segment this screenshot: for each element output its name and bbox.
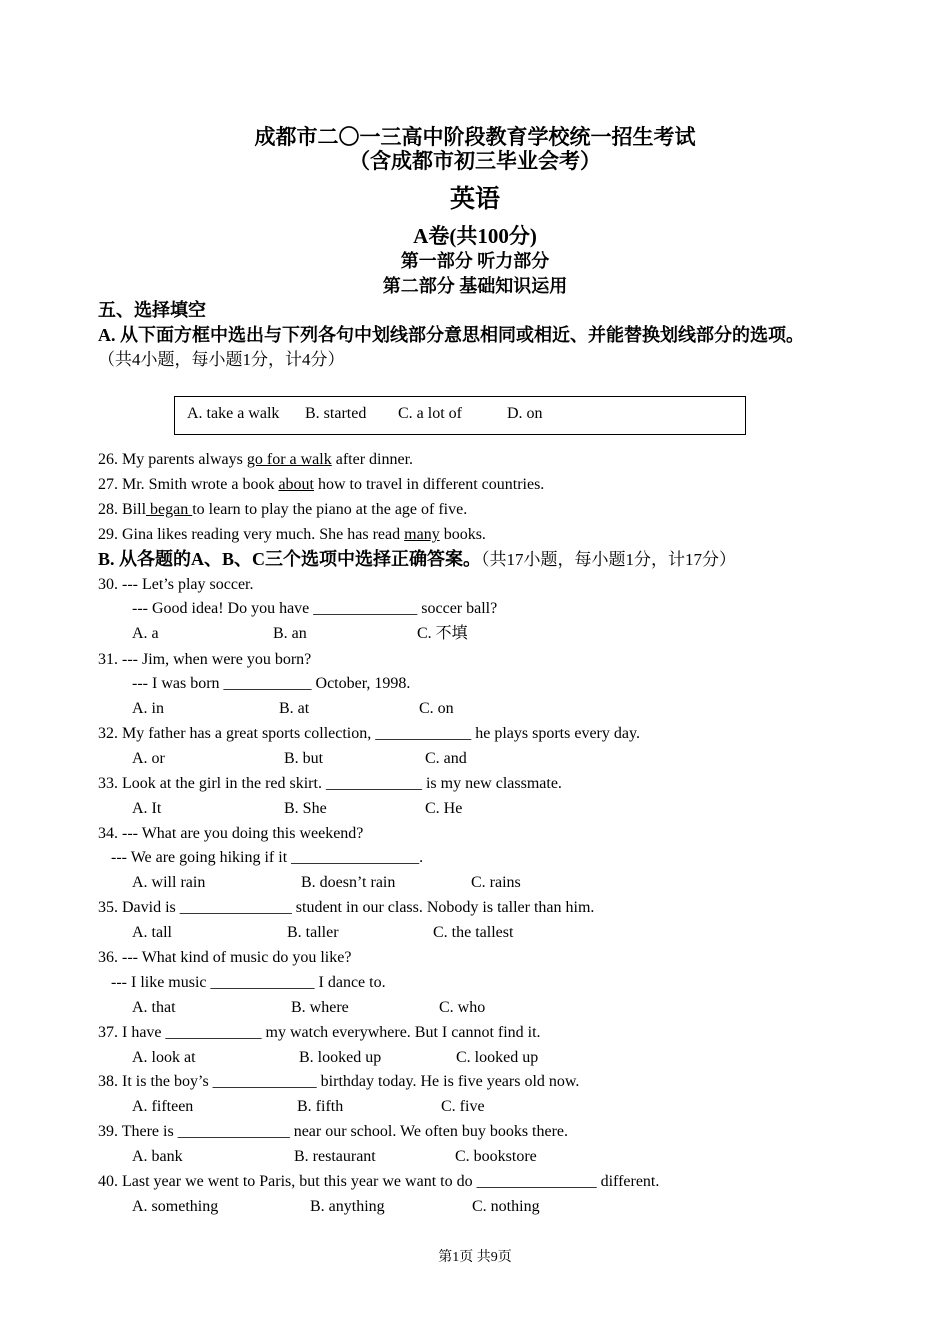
q34-option-c: C. rains [471,874,521,891]
question-34: 34. --- What are you doing this weekend? [98,825,364,842]
q37-option-a: A. look at [132,1049,196,1066]
question-33: 33. Look at the girl in the red skirt. ____________ is my new classmate. [98,775,562,792]
q36-option-a: A. that [132,999,176,1016]
q40-option-c: C. nothing [472,1198,540,1215]
q37-option-c: C. looked up [456,1049,539,1066]
q39-option-b: B. restaurant [294,1148,376,1165]
question-29: 29. Gina likes reading very much. She has read many books. [98,526,486,543]
question-36: 36. --- What kind of music do you like? [98,949,352,966]
question-35: 35. David is ______________ student in our class. Nobody is taller than him. [98,899,595,916]
question-36-reply: --- I like music _____________ I dance to. [111,974,386,991]
q30-option-a: A. a [132,625,159,642]
section-b-heading: B. 从各题的A、B、C三个选项中选择正确答案。（共17小题，每小题1分，计17分） [98,549,737,569]
question-32: 32. My father has a great sports collection, ____________ he plays sports every day. [98,725,640,742]
q30-option-b: B. an [273,625,307,642]
q34-option-b: B. doesn’t rain [301,874,396,891]
q39-option-a: A. bank [132,1148,183,1165]
question-30-reply: --- Good idea! Do you have _____________ soccer ball? [132,600,498,617]
box-option-d: D. on [507,405,543,422]
q35-option-a: A. tall [132,924,172,941]
q32-option-b: B. but [284,750,324,767]
q31-option-a: A. in [132,700,164,717]
section5-heading: 五、选择填空 [98,300,206,320]
part2-heading: 第二部分 基础知识运用 [382,276,568,296]
question-39: 39. There is ______________ near our school. We often buy books there. [98,1123,569,1140]
q40-option-a: A. something [132,1198,219,1215]
question-37: 37. I have ____________ my watch everywhere. But I cannot find it. [98,1024,541,1041]
exam-title: 成都市二〇一三高中阶段教育学校统一招生考试 [254,125,696,149]
question-31: 31. --- Jim, when were you born? [98,651,312,668]
section-a-heading: A. 从下面方框中选出与下列各句中划线部分意思相同或相近、并能替换划线部分的选项。 [98,325,804,345]
q40-option-b: B. anything [310,1198,385,1215]
q36-option-b: B. where [291,999,349,1016]
q37-option-b: B. looked up [299,1049,382,1066]
page-footer: 第1页 共9页 [438,1250,512,1265]
q35-option-b: B. taller [287,924,339,941]
question-26: 26. My parents always go for a walk after dinner. [98,451,414,468]
subject-title: 英语 [449,186,500,213]
question-30: 30. --- Let’s play soccer. [98,576,254,593]
question-40: 40. Last year we went to Paris, but this year we want to do _______________ different. [98,1173,660,1190]
box-option-b: B. started [305,405,367,422]
q36-option-c: C. who [439,999,486,1016]
box-option-c: C. a lot of [398,405,462,422]
paper-title: A卷(共100分) [413,224,537,248]
q31-option-c: C. on [419,700,454,717]
question-28: 28. Bill began to learn to play the piano at the age of five. [98,501,468,518]
question-38: 38. It is the boy’s _____________ birthday today. He is five years old now. [98,1073,580,1090]
q31-option-b: B. at [279,700,310,717]
section-a-note: （共4小题，每小题1分，计4分） [98,350,345,369]
q33-option-b: B. She [284,800,327,817]
box-option-a: A. take a walk [187,405,280,422]
question-34-reply: --- We are going hiking if it ________________. [111,849,424,866]
exam-subtitle: （含成都市初三毕业会考） [349,149,601,173]
q39-option-c: C. bookstore [455,1148,537,1165]
q33-option-a: A. It [132,800,162,817]
q35-option-c: C. the tallest [433,924,514,941]
q33-option-c: C. He [425,800,463,817]
q32-option-c: C. and [425,750,467,767]
q30-option-c: C. 不填 [417,625,468,642]
q38-option-c: C. five [441,1098,485,1115]
part1-heading: 第一部分 听力部分 [400,251,550,271]
q38-option-b: B. fifth [297,1098,344,1115]
q38-option-a: A. fifteen [132,1098,194,1115]
q32-option-a: A. or [132,750,165,767]
question-27: 27. Mr. Smith wrote a book about how to travel in different countries. [98,476,545,493]
q34-option-a: A. will rain [132,874,206,891]
question-31-reply: --- I was born ___________ October, 1998. [132,675,411,692]
